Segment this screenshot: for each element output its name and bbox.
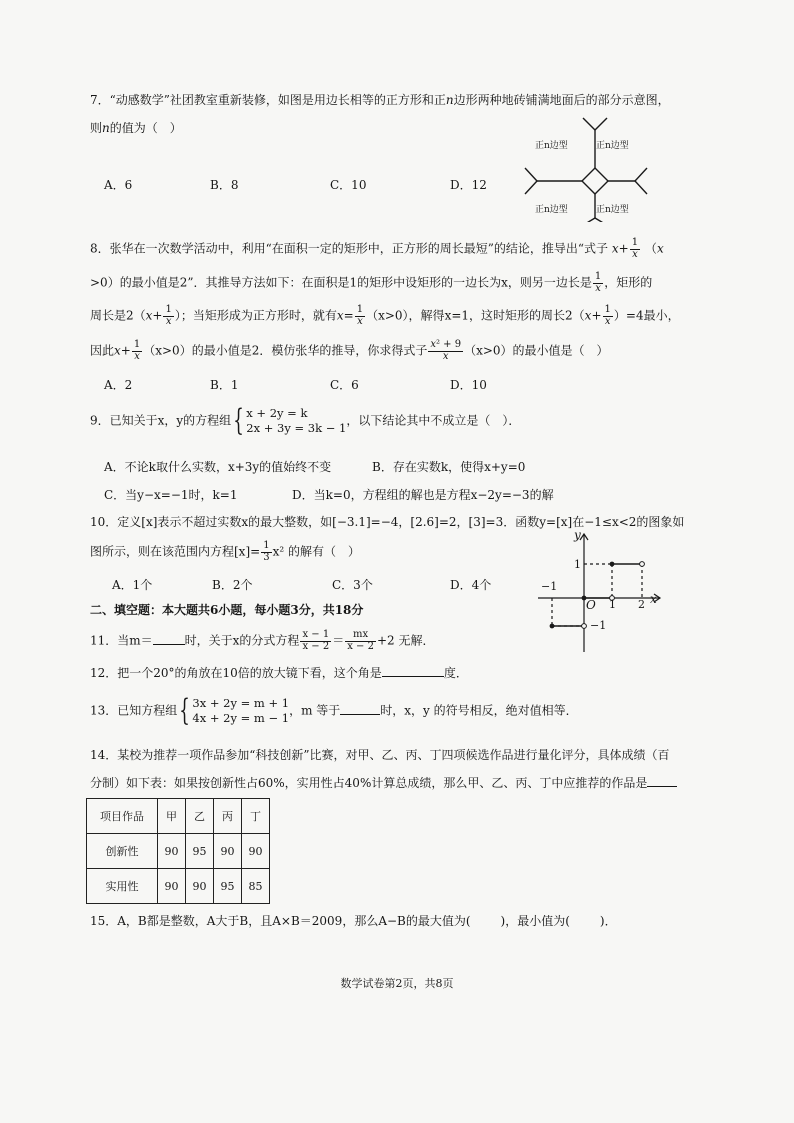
q14-answer-blank[interactable] [647, 786, 677, 787]
table-cell: 创新性 [87, 834, 158, 869]
q9-stem: 9．已知关于x，y的方程组{ x + 2y = k 2x + 3y = 3k − 1，以下结论其中不成立是（ ）． [90, 403, 521, 438]
q14-line1: 14．某校为推荐一项作品参加“科技创新”比赛，对甲、乙、丙、丁四项候选作品进行量化评分，具体成绩（百 [90, 748, 670, 762]
table-row [87, 869, 270, 904]
q15: 15．A，B都是整数，A大于B，且A×B＝2009，那么A−B的最大值为( )，最小值为( )． [90, 914, 617, 928]
q7-option-d: D．12 [450, 178, 487, 192]
table-cell: 90 [158, 869, 186, 904]
table-cell: 95 [186, 834, 214, 869]
q10-graph-tick-x-1: 1 [609, 598, 616, 611]
table-cell: 90 [186, 869, 214, 904]
fraction: $\frac{\text{x² + 9}}{x}$ [430, 339, 462, 362]
q8-line4: 因此x+ $\frac{1}{x}$ （x>0）的最小值是2．模仿张华的推导，你求得式子 $\frac{\text{x² + 9}}{x}$ （x>0）的最小值是（ ） [90, 339, 609, 362]
table-cell: 90 [214, 834, 242, 869]
q12: 12．把一个20°的角放在10倍的放大镜下看，这个角是 度． [90, 666, 468, 680]
q8-option-b: B．1 [210, 378, 239, 392]
q7-stem-line1: 7．“动感数学”社团教室重新装修，如图是用边长相等的正方形和正n边形两种地砖铺满地面后的部分示意图， [90, 93, 670, 107]
q7-figure-label-bottom-left: 正n边型 [535, 205, 568, 215]
q7-figure-label-top-right: 正n边型 [596, 141, 629, 151]
section-fill-in-blank-title: 二、填空题：本大题共6小题，每小题3分，共18分 [90, 603, 364, 617]
page-footer: 数学试卷第2页，共8页 [340, 977, 454, 990]
fraction: $\frac{1}{x}$ [133, 339, 141, 362]
fraction: $\frac{mx}{x - 2}$ [347, 629, 374, 652]
q11-answer-blank[interactable] [153, 644, 185, 645]
table-header-cell: 甲 [158, 799, 186, 834]
q10-option-d: D．4个 [450, 578, 492, 592]
brace: { [179, 693, 191, 728]
q7-option-a: A．6 [104, 178, 133, 192]
fraction: $\frac{1}{x}$ [604, 304, 611, 327]
q7-stem-line2: 则n的值为（ ） [90, 121, 182, 135]
fraction: $\frac{1}{x}$ [631, 237, 639, 260]
q13: 13．已知方程组{ 3x + 2y = m + 1 4x + 2y = m − 1，m 等于 时，x，y 的符号相反，绝对值相等． [90, 693, 578, 728]
table-header-cell: 丙 [214, 799, 242, 834]
q9-option-b: B．存在实数k，使得x+y=0 [372, 460, 526, 474]
table-header-row [87, 799, 270, 834]
table-header-cell: 丁 [242, 799, 270, 834]
table-header-cell: 项目作品 [87, 799, 158, 834]
q10-graph-tick-y-neg1: −1 [590, 619, 607, 632]
q10-graph-x-label: x [650, 592, 657, 606]
q10-option-a: A．1个 [112, 578, 153, 592]
q8-option-d: D．10 [450, 378, 487, 392]
q8-line3: 周长是2（x+ $\frac{1}{x}$ ）；当矩形成为正方形时，就有x= $\frac{1}{x}$ （x>0），解得x=1，这时矩形的周长2（x+ $\frac{1}{x}$ ）=4最小， [90, 304, 680, 327]
q10-graph-tick-y-1: 1 [574, 558, 581, 571]
q10-graph-origin: O [586, 598, 596, 612]
q11: 11．当m＝ 时，关于x的分式方程 $\frac{x - 1}{x - 2}$ ＝ $\frac{mx}{x - 2}$ +2 无解． [90, 629, 435, 652]
fraction: $\frac{x - 1}{x - 2}$ [302, 629, 330, 652]
q12-answer-blank[interactable] [382, 676, 444, 677]
table-cell: 85 [242, 869, 270, 904]
q8-line2: >0）的最小值是2”．其推导方法如下：在面积是1的矩形中设矩形的一边长为x，则另一边长是 $\frac{1}{x}$ ，矩形的 [90, 271, 653, 294]
q7-option-b: B．8 [210, 178, 239, 192]
q7-option-c: C．10 [330, 178, 367, 192]
q10-option-b: B．2个 [212, 578, 253, 592]
table-cell: 90 [158, 834, 186, 869]
q8-option-a: A．2 [104, 378, 133, 392]
q10-graph-tick-x-2: 2 [638, 598, 645, 611]
equation-system: 3x + 2y = m + 1 4x + 2y = m − 1 [192, 696, 290, 725]
q10-option-c: C．3个 [332, 578, 373, 592]
table-row [87, 834, 270, 869]
fraction: $\frac{1}{x}$ [356, 304, 364, 327]
q7-figure-label-top-left: 正n边型 [535, 141, 568, 151]
q9-option-d: D．当k=0，方程组的解也是方程x−2y=−3的解 [292, 488, 554, 502]
q10-line1: 10．定义[x]表示不超过实数x的最大整数，如[−3.1]=−4，[2.6]=2，[3]=3．函数y=[x]在−1≤x<2的图象如 [90, 515, 685, 529]
brace: { [233, 403, 244, 438]
q14-score-table [86, 798, 270, 904]
q7-figure-label-bottom-right: 正n边型 [596, 205, 629, 215]
fraction: $\frac{1}{3}$ [263, 540, 270, 563]
q10-graph-y-label: y [574, 528, 581, 542]
q9-option-a: A．不论k取什么实数，x+3y的值始终不变 [104, 460, 332, 474]
table-cell: 95 [214, 869, 242, 904]
q13-answer-blank[interactable] [340, 714, 380, 715]
table-cell: 实用性 [87, 869, 158, 904]
fraction: $\frac{1}{x}$ [165, 304, 172, 327]
q8-line1: 8．张华在一次数学活动中，利用“在面积一定的矩形中，正方形的周长最短”的结论，推导出“式子 x+ $\frac{1}{x}$ （x [90, 237, 664, 260]
q14-line2: 分制）如下表：如果按创新性占60%，实用性占40%计算总成绩，那么甲、乙、丙、丁中应推荐的作品是 [90, 776, 677, 791]
table-cell: 90 [242, 834, 270, 869]
equation-system: x + 2y = k 2x + 3y = 3k − 1 [246, 406, 347, 435]
q10-line2: 图所示，则在该范围内方程[x]= $\frac{1}{3}$ x² 的解有（ ） [90, 540, 360, 563]
q9-option-c: C．当y−x=−1时，k=1 [104, 488, 238, 502]
table-header-cell: 乙 [186, 799, 214, 834]
fraction: $\frac{1}{x}$ [594, 271, 602, 294]
q10-graph-tick-x-neg1: −1 [541, 580, 558, 593]
q8-option-c: C．6 [330, 378, 359, 392]
